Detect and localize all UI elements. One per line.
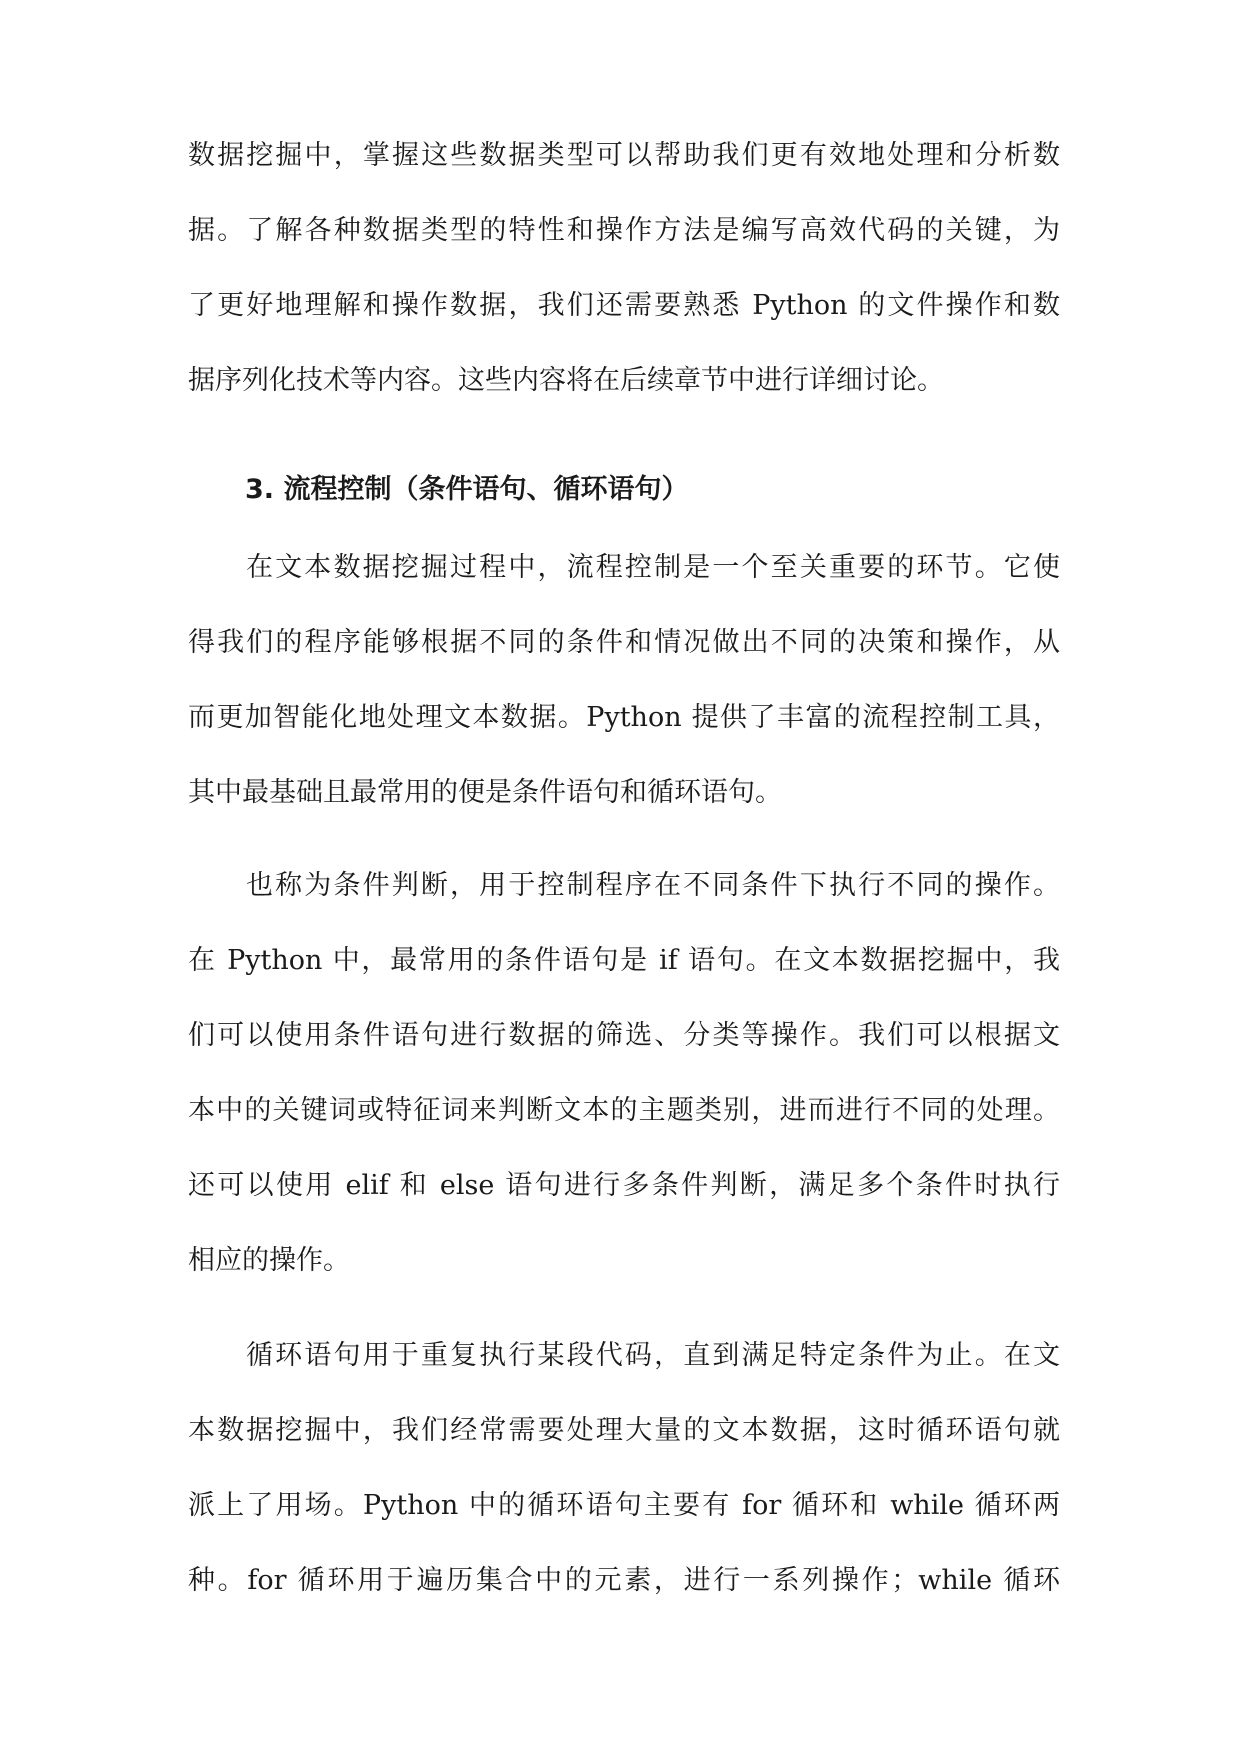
text-line: 本数据挖掘中，我们经常需要处理大量的文本数据，这时循环语句就 xyxy=(188,1415,1060,1446)
text-line: 了更好地理解和操作数据，我们还需要熟悉 Python 的文件操作和数 xyxy=(188,290,1060,321)
text-line: 派上了用场。Python 中的循环语句主要有 for 循环和 while 循环两 xyxy=(188,1490,1060,1521)
text-line: 在 Python 中，最常用的条件语句是 if 语句。在文本数据挖掘中，我 xyxy=(188,945,1060,976)
paragraph-1 xyxy=(188,118,1060,418)
paragraph-3 xyxy=(188,848,1060,1298)
paragraph-4 xyxy=(188,1318,1060,1618)
text-line: 种。for 循环用于遍历集合中的元素，进行一系列操作；while 循环 xyxy=(188,1565,1060,1596)
text-line: 也称为条件判断，用于控制程序在不同条件下执行不同的操作。 xyxy=(246,870,1060,901)
text-line: 在文本数据挖掘过程中，流程控制是一个至关重要的环节。它使 xyxy=(246,552,1060,583)
paragraph-2 xyxy=(188,530,1060,830)
text-line: 本中的关键词或特征词来判断文本的主题类别，进而进行不同的处理。 xyxy=(188,1095,1060,1126)
text-line: 相应的操作。 xyxy=(188,1245,350,1276)
text-line: 其中最基础且最常用的便是条件语句和循环语句。 xyxy=(188,777,782,808)
text-line: 还可以使用 elif 和 else 语句进行多条件判断，满足多个条件时执行 xyxy=(188,1170,1060,1201)
text-line: 循环语句用于重复执行某段代码，直到满足特定条件为止。在文 xyxy=(246,1340,1060,1371)
text-line: 得我们的程序能够根据不同的条件和情况做出不同的决策和操作，从 xyxy=(188,627,1060,658)
text-line: 们可以使用条件语句进行数据的筛选、分类等操作。我们可以根据文 xyxy=(188,1020,1060,1051)
text-line: 据。了解各种数据类型的特性和操作方法是编写高效代码的关键，为 xyxy=(188,215,1060,246)
text-line: 数据挖掘中，掌握这些数据类型可以帮助我们更有效地处理和分析数 xyxy=(188,140,1060,171)
text-line: 而更加智能化地处理文本数据。Python 提供了丰富的流程控制工具， xyxy=(188,702,1060,733)
text-line: 据序列化技术等内容。这些内容将在后续章节中进行详细讨论。 xyxy=(188,365,944,396)
section-heading: 3. 流程控制（条件语句、循环语句） xyxy=(245,474,689,505)
